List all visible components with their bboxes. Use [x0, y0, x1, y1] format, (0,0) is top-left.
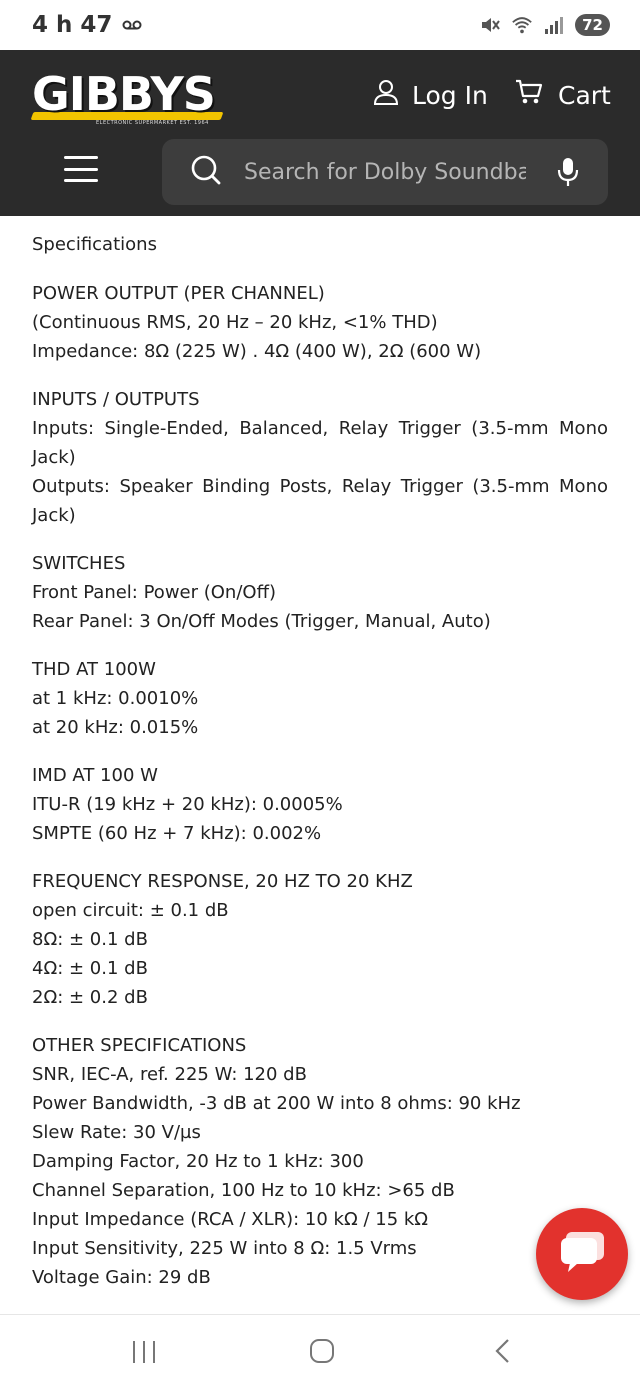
spec-line: Rear Panel: 3 On/Off Modes (Trigger, Manual, Auto)	[32, 611, 491, 632]
gibbys-logo[interactable]	[32, 68, 222, 130]
section-heading: INPUTS / OUTPUTS	[32, 389, 200, 410]
spec-section-thd	[32, 655, 608, 742]
spec-line: Channel Separation, 100 Hz to 10 kHz: >65 dB	[32, 1180, 455, 1201]
status-bar	[0, 0, 640, 50]
spec-section-switches	[32, 549, 608, 636]
cart-icon	[514, 78, 544, 112]
spec-section-power-output	[32, 279, 608, 366]
search-icon[interactable]	[190, 154, 222, 190]
spec-line: ITU-R (19 kHz + 20 kHz): 0.0005%	[32, 794, 343, 815]
section-heading: SWITCHES	[32, 553, 126, 574]
section-heading: IMD AT 100 W	[32, 765, 158, 786]
signal-icon	[543, 14, 565, 36]
logo-text: GIBBYS	[32, 67, 215, 121]
spec-line: Damping Factor, 20 Hz to 1 kHz: 300	[32, 1151, 364, 1172]
spec-line: SMPTE (60 Hz + 7 kHz): 0.002%	[32, 823, 322, 844]
site-header	[0, 50, 640, 216]
search-bar[interactable]	[162, 139, 608, 205]
recent-apps-icon[interactable]	[130, 1339, 158, 1369]
spec-line: Slew Rate: 30 V/µs	[32, 1122, 201, 1143]
spec-line: 8Ω: ± 0.1 dB	[32, 929, 148, 950]
spec-section-inputs-outputs	[32, 385, 608, 530]
spec-section-other	[32, 1031, 608, 1292]
spec-section-frequency-response	[32, 867, 608, 1012]
section-heading: THD AT 100W	[32, 659, 156, 680]
spec-line: Input Sensitivity, 225 W into 8 Ω: 1.5 Vrms	[32, 1238, 417, 1259]
voicemail-icon	[122, 16, 142, 35]
spec-line: Front Panel: Power (On/Off)	[32, 582, 276, 603]
mute-icon	[479, 14, 501, 36]
spec-line: at 20 kHz: 0.015%	[32, 717, 199, 738]
login-label: Log In	[412, 80, 488, 110]
spec-line: 2Ω: ± 0.2 dB	[32, 987, 148, 1008]
search-input[interactable]	[244, 160, 526, 185]
user-icon	[372, 78, 400, 112]
system-nav-bar	[0, 1314, 640, 1388]
login-link[interactable]	[372, 78, 488, 112]
spec-line: 4Ω: ± 0.1 dB	[32, 958, 148, 979]
spec-line: Inputs: Single-Ended, Balanced, Relay Trigger (3.5-mm Mono Jack)	[32, 418, 608, 468]
specifications-content	[0, 216, 640, 1314]
section-heading: POWER OUTPUT (PER CHANNEL)	[32, 283, 325, 304]
logo-tagline: ELECTRONIC SUPERMARKET EST. 1964	[96, 120, 209, 126]
section-heading: FREQUENCY RESPONSE, 20 HZ TO 20 KHZ	[32, 871, 413, 892]
spec-line: Voltage Gain: 29 dB	[32, 1267, 211, 1288]
menu-hamburger-icon[interactable]	[64, 156, 98, 182]
spec-line: (Continuous RMS, 20 Hz – 20 kHz, <1% THD)	[32, 312, 438, 333]
chat-button[interactable]	[536, 1208, 628, 1300]
spec-line: open circuit: ± 0.1 dB	[32, 900, 229, 921]
spec-section-imd	[32, 761, 608, 848]
chat-bubble-icon	[558, 1230, 606, 1278]
spec-line: Input Impedance (RCA / XLR): 10 kΩ / 15 kΩ	[32, 1209, 429, 1230]
spec-line: Impedance: 8Ω (225 W) . 4Ω (400 W), 2Ω (600 W)	[32, 341, 482, 362]
back-icon[interactable]	[492, 1337, 514, 1369]
home-icon[interactable]	[308, 1337, 336, 1369]
battery-indicator: 72	[575, 14, 610, 36]
spec-line: at 1 kHz: 0.0010%	[32, 688, 199, 709]
specifications-title: Specifications	[32, 234, 157, 255]
microphone-icon[interactable]	[556, 157, 580, 191]
spec-line: SNR, IEC-A, ref. 225 W: 120 dB	[32, 1064, 307, 1085]
cart-label: Cart	[558, 80, 611, 110]
spec-line: Power Bandwidth, -3 dB at 200 W into 8 ohms: 90 kHz	[32, 1093, 521, 1114]
cart-link[interactable]	[514, 78, 611, 112]
status-time: 4 h 47	[32, 12, 113, 38]
spec-line: Outputs: Speaker Binding Posts, Relay Trigger (3.5-mm Mono Jack)	[32, 476, 608, 526]
wifi-icon	[511, 14, 533, 36]
section-heading: OTHER SPECIFICATIONS	[32, 1035, 247, 1056]
